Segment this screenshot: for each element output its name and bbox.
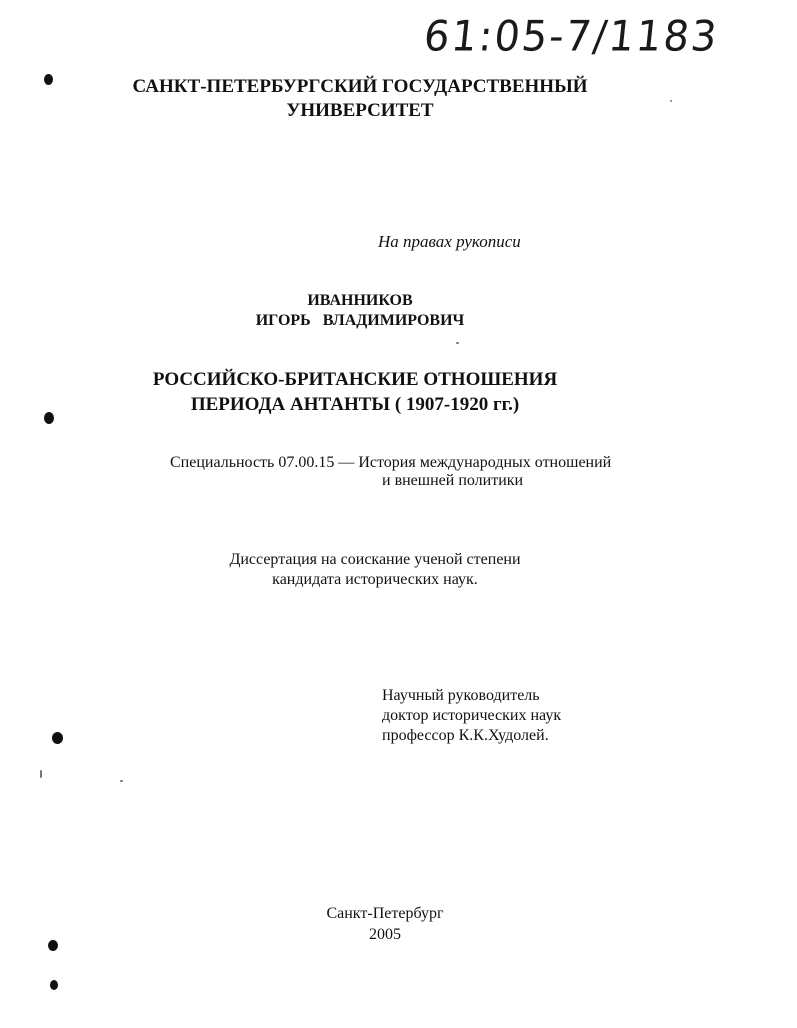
degree-line2: кандидата исторических наук.	[272, 571, 478, 588]
scan-blot	[44, 74, 53, 85]
rights-note: На правах рукописи	[378, 232, 521, 251]
scan-blot	[52, 732, 63, 744]
degree-statement	[200, 550, 550, 590]
place-and-year	[300, 903, 470, 945]
scan-blot	[50, 980, 58, 990]
archive-code-handwritten: 61:05-7/1183	[421, 12, 721, 62]
scan-speck	[40, 770, 42, 778]
supervisor-line3: профессор К.К.Худолей.	[382, 727, 549, 744]
title-line1: РОССИЙСКО-БРИТАНСКИЕ ОТНОШЕНИЯ	[152, 369, 558, 390]
scan-blot	[48, 940, 58, 951]
scan-speck	[670, 100, 672, 102]
scan-speck	[456, 342, 459, 344]
supervisor-block	[382, 686, 561, 746]
scan-blot	[44, 412, 54, 424]
author-name	[200, 291, 520, 331]
author-surname: ИВАННИКОВ	[307, 292, 413, 309]
specialty-line2: и внешней политики	[382, 472, 524, 489]
dissertation-title	[120, 367, 590, 417]
city: Санкт-Петербург	[326, 905, 444, 922]
supervisor-line1: Научный руководитель	[382, 687, 540, 704]
degree-line1: Диссертация на соискание ученой степени	[229, 551, 521, 568]
author-given-names: ИГОРЬ ВЛАДИМИРОВИЧ	[255, 312, 465, 329]
scan-speck	[120, 780, 123, 782]
university-name-line2: УНИВЕРСИТЕТ	[286, 100, 434, 121]
supervisor-line2: доктор исторических наук	[382, 707, 562, 724]
university-name	[80, 75, 640, 123]
year: 2005	[369, 926, 401, 943]
specialty-line1: Специальность 07.00.15 — История международных отношений	[170, 454, 612, 471]
title-line2: ПЕРИОДА АНТАНТЫ ( 1907-1920 гг.)	[190, 394, 520, 415]
university-name-line1: САНКТ-ПЕТЕРБУРГСКИЙ ГОСУДАРСТВЕННЫЙ	[132, 76, 588, 97]
